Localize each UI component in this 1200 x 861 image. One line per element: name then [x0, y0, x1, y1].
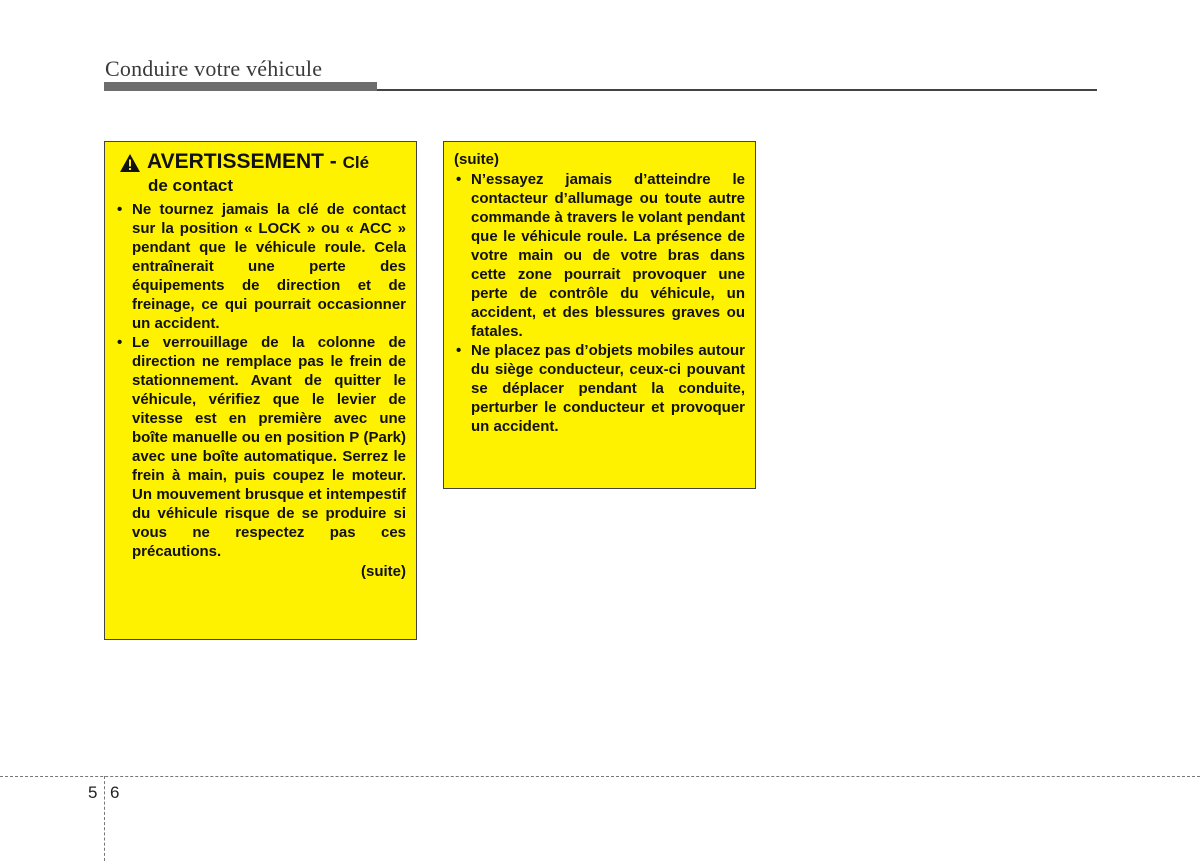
continued-label: (suite)	[361, 563, 406, 580]
footer-divider	[0, 776, 1200, 777]
continued-label: (suite)	[454, 151, 499, 168]
warning-list	[115, 200, 406, 561]
section-title: Conduire votre véhicule	[105, 56, 323, 81]
list-item: • Ne tournez jamais la clé de contact sur la position « LOCK » ou « ACC » pendant que le véhicule roule. Cela entraînerait une perte des équipements de direction et de freinage, ce qui pourrait occasionner un accident.	[115, 200, 406, 333]
warning-title-suffix: Clé	[342, 153, 370, 172]
continued-list	[454, 170, 745, 436]
list-item: • Ne placez pas d’objets mobiles autour du siège conducteur, ceux-ci pouvant se déplacer pendant la conduite, perturber le conducteur et provoquer un accident.	[454, 341, 745, 436]
warning-title-main: AVERTISSEMENT -	[147, 150, 337, 173]
header-rule-thin	[377, 89, 1097, 91]
warning-header	[119, 150, 406, 175]
warning-box	[104, 141, 417, 640]
header-rule-thick	[104, 82, 377, 91]
chapter-number: 5	[88, 783, 98, 802]
warning-title	[147, 150, 369, 175]
warning-subtitle: de contact	[148, 176, 234, 195]
list-item: • N’essayez jamais d’atteindre le contacteur d’allumage ou toute autre commande à travers le volant pendant que le véhicule roule. La présence de votre main ou de votre bras dans cette zone pourrait provoquer une perte de contrôle du véhicule, un accident, et des blessures graves ou fatales.	[454, 170, 745, 341]
list-item: • Le verrouillage de la colonne de direction ne remplace pas le frein de stationnement. Avant de quitter le véhicule, vérifiez que le levier de vitesse est en première avec une boîte manuelle ou en position P (Park) avec une boîte automatique. Serrez le frein à main, puis coupez le moteur. Un mouvement brusque et intempestif du véhicule risque de se produire si vous ne respectez pas ces précautions.	[115, 333, 406, 561]
warning-triangle-icon	[119, 153, 141, 173]
footer-vertical-divider	[104, 776, 105, 861]
continued-box	[443, 141, 756, 489]
page-number: 6	[110, 783, 120, 802]
